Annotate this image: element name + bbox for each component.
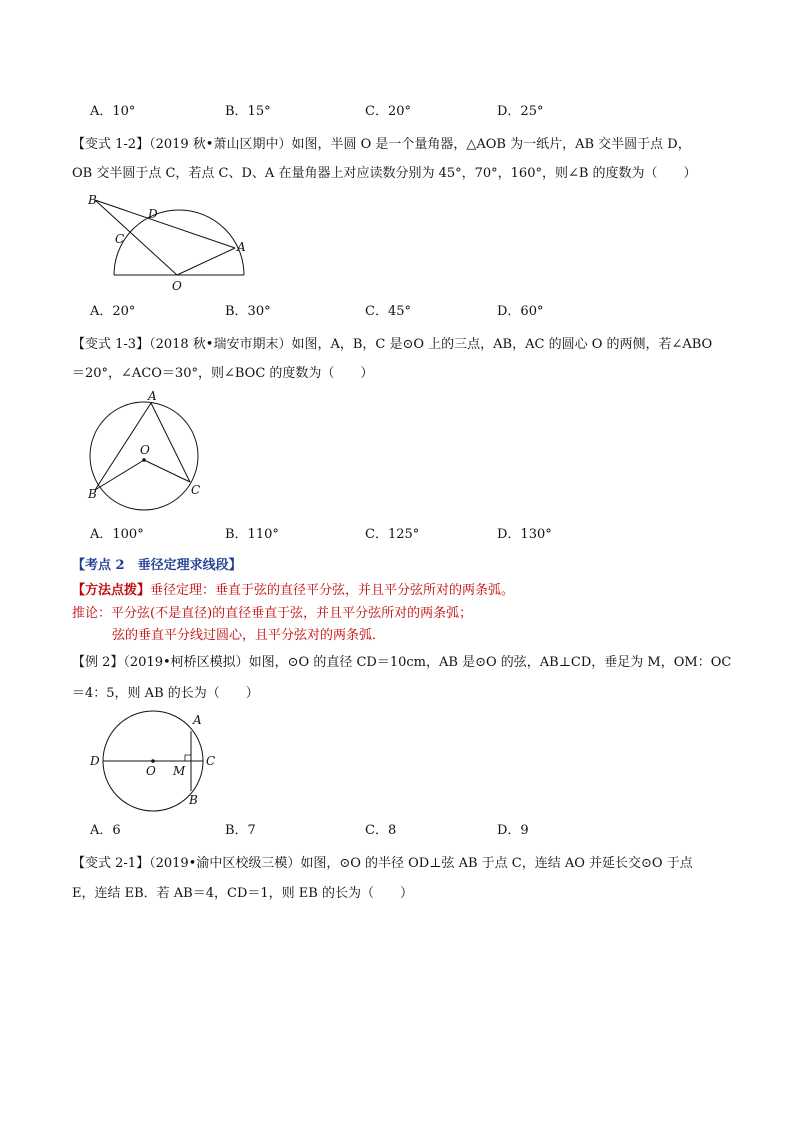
option-b: B．110° — [225, 527, 279, 542]
option-c: C．125° — [365, 527, 420, 542]
segment-ac — [151, 403, 190, 482]
option-b: B．15° — [225, 104, 271, 119]
segment-oa — [177, 248, 235, 275]
method-tip — [72, 582, 514, 600]
label-b: B — [88, 487, 97, 501]
method-text: 垂径定理：垂直于弦的直径平分弦，并且平分弦所对的两条弧。 — [150, 583, 515, 598]
label-o: O — [146, 764, 156, 778]
option-b: B．7 — [225, 823, 256, 838]
label-b: B — [88, 193, 97, 207]
label-c: C — [206, 754, 216, 768]
question-1-3-line2: ＝20°，∠ACO＝30°，则∠BOC 的度数为（ ） — [72, 366, 374, 381]
option-c: C．45° — [365, 304, 411, 319]
label-b: B — [189, 793, 198, 807]
question-1-2-line1: 【变式 1-2】（2019 秋•萧山区期中）如图，半圆 O 是一个量角器，△AOB 为一纸片，AB 交半圆于点 D， — [72, 137, 691, 152]
label-a: A — [237, 240, 246, 254]
label-c: C — [115, 232, 125, 246]
question-1-2-line2: OB 交半圆于点 C，若点 C、D、A 在量角器上对应读数分别为 45°，70°，160°，则∠B 的度数为（ ） — [72, 166, 697, 181]
option-a: A．10° — [90, 104, 136, 119]
label-m: M — [173, 764, 186, 778]
question-2-1-line1: 【变式 2-1】（2019•渝中区校级三模）如图，⊙O 的半径 OD⊥弦 AB 于点 C，连结 AO 并延长交⊙O 于点 — [72, 856, 693, 871]
figure-semicircle-protractor — [80, 188, 260, 298]
corollary-line2: 弦的垂直平分线过圆心，且平分弦对的两条弧． — [112, 628, 386, 643]
segment-oc — [144, 460, 190, 482]
option-c: C．20° — [365, 104, 411, 119]
right-angle-mark — [185, 755, 191, 761]
section-title: 【考点 2 垂径定理求线段】 — [72, 558, 242, 573]
segment-ob — [95, 460, 144, 490]
option-a: A．6 — [90, 823, 121, 838]
option-a: A．20° — [90, 304, 136, 319]
method-tag: 【方法点拨】 — [72, 583, 151, 598]
example-2-line2: ＝4：5，则 AB 的长为（ ） — [72, 686, 259, 701]
figure-circle-diameter-chord — [86, 708, 226, 816]
label-d: D — [90, 754, 100, 768]
option-d: D．9 — [497, 823, 529, 838]
option-b: B．30° — [225, 304, 271, 319]
question-2-1-line2: E，连结 EB．若 AB＝4，CD＝1，则 EB 的长为（ ） — [72, 886, 413, 901]
semicircle-arc — [114, 210, 244, 275]
label-a: A — [148, 389, 157, 403]
center-point — [151, 759, 155, 763]
option-c: C．8 — [365, 823, 397, 838]
question-1-3-line1: 【变式 1-3】（2018 秋•瑞安市期末）如图，A，B，C 是⊙O 上的三点，AB，AC 的圆心 O 的两侧，若∠ABO — [72, 337, 713, 352]
center-point — [142, 458, 146, 462]
option-a: A．100° — [90, 527, 144, 542]
corollary-line1: 推论：平分弦(不是直径)的直径垂直于弦，并且平分弦所对的两条弧； — [72, 606, 473, 621]
label-o: O — [172, 279, 182, 293]
option-d: D．25° — [497, 104, 544, 119]
option-d: D．60° — [497, 304, 544, 319]
figure-circle-abc — [80, 390, 220, 510]
label-d: D — [148, 207, 158, 221]
label-c: C — [191, 483, 201, 497]
label-a: A — [193, 713, 202, 727]
example-2-line1: 【例 2】（2019•柯桥区模拟）如图，⊙O 的直径 CD＝10cm，AB 是⊙O 的弦，AB⊥CD，垂足为 M，OM：OC — [72, 655, 732, 670]
label-o: O — [140, 443, 150, 457]
option-d: D．130° — [497, 527, 552, 542]
